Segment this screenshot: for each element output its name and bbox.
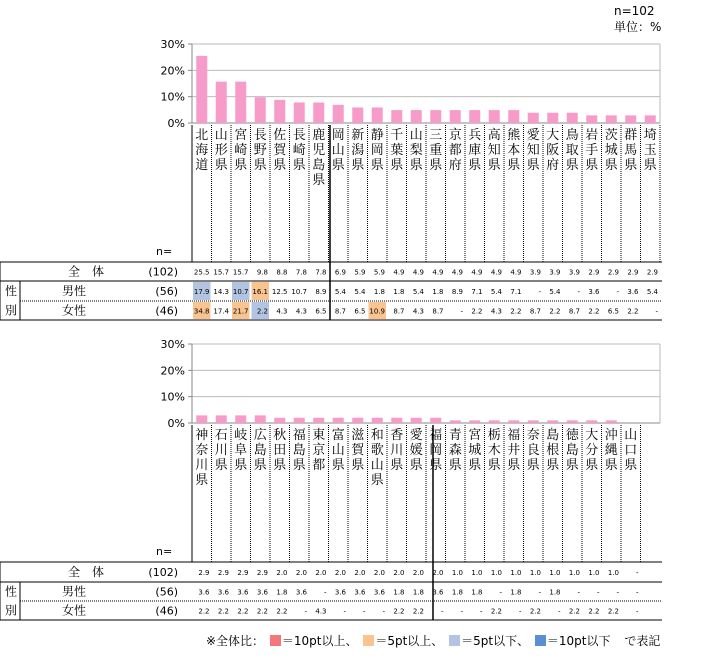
bar xyxy=(586,420,597,423)
male-cell: 8.9 xyxy=(315,288,327,296)
row-group-label: 性 xyxy=(4,284,18,298)
category-label: 神奈川県 xyxy=(195,428,209,488)
bar xyxy=(567,420,578,423)
total-cell: 2.9 xyxy=(256,569,268,577)
legend-label-plus5: ＝5pt以上、 xyxy=(375,634,444,648)
category-label: 高知県 xyxy=(487,128,501,173)
male-cell: 3.6 xyxy=(354,588,366,597)
bar xyxy=(567,113,578,123)
female-cell: 17.4 xyxy=(213,307,229,316)
row-label-male: 男性 xyxy=(62,284,87,298)
bar xyxy=(606,115,617,123)
female-cell: 4.3 xyxy=(315,607,327,616)
total-cell: 7.8 xyxy=(295,268,307,277)
category-label: 東京都 xyxy=(312,428,326,473)
bar xyxy=(352,418,363,423)
female-cell: 10.9 xyxy=(369,307,385,316)
female-cell: - xyxy=(460,307,463,316)
female-cell: 21.7 xyxy=(232,307,249,316)
row-label-total: 全 体 xyxy=(67,565,105,579)
female-cell: 4.3 xyxy=(276,307,288,316)
category-label: 埼玉県 xyxy=(643,128,657,173)
category-label: 秋田県 xyxy=(273,428,287,473)
female-cell: 6.5 xyxy=(315,307,327,316)
male-cell: 8.9 xyxy=(451,288,463,296)
y-tick-label: 10% xyxy=(160,90,185,104)
category-label: 北海道 xyxy=(195,128,209,173)
male-cell: 5.4 xyxy=(334,288,346,296)
female-cell: 2.2 xyxy=(607,607,619,616)
legend-swatch-plus5 xyxy=(363,635,374,646)
female-cell: - xyxy=(304,607,307,616)
bar xyxy=(372,107,383,123)
bar xyxy=(294,102,305,123)
category-label: 熊本県 xyxy=(507,128,521,173)
bar xyxy=(430,110,441,123)
category-label: 千葉県 xyxy=(390,128,404,173)
female-cell: 2.2 xyxy=(568,607,580,616)
category-label: 兵庫県 xyxy=(468,128,482,173)
total-cell: 4.9 xyxy=(412,268,424,277)
category-label: 大分県 xyxy=(585,428,599,473)
total-cell: 1.0 xyxy=(510,569,522,577)
total-cell: 2.0 xyxy=(276,569,288,577)
category-label: 福井県 xyxy=(507,428,521,473)
bar xyxy=(391,110,402,123)
row-n-female: (46) xyxy=(155,604,178,618)
legend-label-minus10: ＝10pt以下 xyxy=(546,634,611,648)
male-cell: - xyxy=(538,288,541,296)
female-cell: 2.2 xyxy=(198,607,210,616)
female-cell: 4.3 xyxy=(295,307,307,316)
category-label: 愛媛県 xyxy=(409,428,423,473)
total-cell: 2.0 xyxy=(334,569,346,577)
female-cell: 8.7 xyxy=(393,307,405,316)
female-cell: 2.2 xyxy=(256,307,268,316)
male-cell: 1.8 xyxy=(451,588,463,597)
female-cell: 8.7 xyxy=(334,307,346,316)
total-cell: 4.9 xyxy=(510,268,522,277)
category-label: 宮崎県 xyxy=(234,128,248,173)
bar xyxy=(313,418,324,423)
category-label: 福島県 xyxy=(292,428,306,473)
bar xyxy=(528,420,539,423)
sample-size-label: n=102 xyxy=(614,4,655,18)
male-cell: 1.8 xyxy=(393,288,405,296)
female-cell: 2.2 xyxy=(412,607,424,616)
bar xyxy=(411,110,422,123)
category-label: 岩手県 xyxy=(585,128,599,173)
female-cell: 2.2 xyxy=(549,307,561,316)
male-cell: - xyxy=(616,288,619,296)
bar xyxy=(450,420,461,423)
category-label: 石川県 xyxy=(214,428,228,473)
female-cell: - xyxy=(479,607,483,616)
male-cell: 1.8 xyxy=(393,588,405,597)
chart-panel-1 xyxy=(0,38,662,320)
female-cell: 2.2 xyxy=(471,307,483,316)
female-cell: 6.5 xyxy=(607,307,619,316)
n-column-header: n= xyxy=(156,545,173,558)
male-cell: 5.4 xyxy=(490,288,502,296)
bar xyxy=(469,420,480,423)
category-label: 岐阜県 xyxy=(234,428,248,473)
total-cell: 2.0 xyxy=(393,569,405,577)
female-cell: 2.2 xyxy=(237,607,249,616)
color-legend xyxy=(206,634,660,648)
bar xyxy=(274,100,285,123)
category-label: 山口県 xyxy=(624,428,638,473)
legend-suffix: で表記 xyxy=(624,634,661,648)
bar xyxy=(294,418,305,423)
female-cell: - xyxy=(460,607,463,616)
bar xyxy=(216,82,227,123)
male-cell: - xyxy=(538,588,541,597)
bar xyxy=(469,110,480,123)
category-label: 佐賀県 xyxy=(273,128,287,173)
male-cell: 1.8 xyxy=(549,588,561,597)
total-cell: 2.0 xyxy=(412,569,424,577)
category-label: 長崎県 xyxy=(292,128,306,173)
unit-label: 単位：% xyxy=(614,20,662,34)
male-cell: - xyxy=(577,588,580,597)
total-cell: 2.9 xyxy=(607,268,619,277)
bar xyxy=(528,113,539,123)
male-cell: 3.6 xyxy=(588,288,600,296)
male-cell: - xyxy=(577,288,580,296)
male-cell: 1.8 xyxy=(432,288,444,296)
male-cell: 7.1 xyxy=(471,288,483,296)
category-label: 香川県 xyxy=(390,428,404,473)
category-label: 富山県 xyxy=(331,428,345,473)
bar xyxy=(391,418,402,423)
male-cell: 3.6 xyxy=(295,588,307,597)
category-label: 山形県 xyxy=(214,128,228,173)
bar xyxy=(352,107,363,123)
y-tick-label: 20% xyxy=(160,64,185,78)
male-cell: 3.6 xyxy=(373,588,385,597)
total-cell: 2.0 xyxy=(373,569,385,577)
female-cell: 2.2 xyxy=(217,607,229,616)
total-cell: 15.7 xyxy=(213,268,229,277)
male-cell: 1.8 xyxy=(471,588,483,597)
male-cell: 1.8 xyxy=(373,288,385,296)
category-label: 群馬県 xyxy=(624,128,638,173)
category-label: 鳥取県 xyxy=(565,128,579,173)
legend-prefix: ※全体比： xyxy=(206,634,265,648)
female-cell: 2.2 xyxy=(276,607,288,616)
category-label: 栃木県 xyxy=(487,428,501,473)
bar xyxy=(333,418,344,423)
chart-panel-2 xyxy=(0,338,662,620)
total-cell: 4.9 xyxy=(393,268,405,277)
bar xyxy=(586,115,597,123)
female-cell: 2.2 xyxy=(588,307,600,316)
total-cell: 2.9 xyxy=(198,569,210,577)
row-group-label: 性 xyxy=(4,584,18,599)
category-label: 奈良県 xyxy=(526,428,540,473)
total-cell: 9.8 xyxy=(256,268,268,277)
total-cell: - xyxy=(635,569,639,577)
female-cell: - xyxy=(655,307,658,316)
total-cell: 1.0 xyxy=(607,569,619,577)
male-cell: 17.9 xyxy=(193,288,210,296)
n-column-header: n= xyxy=(156,245,173,258)
total-cell: 2.0 xyxy=(354,569,366,577)
male-cell: 10.7 xyxy=(232,288,249,296)
row-group-label: 別 xyxy=(4,303,18,318)
bar xyxy=(645,115,656,123)
bar xyxy=(547,113,558,123)
bar xyxy=(255,97,266,123)
row-label-total: 全 体 xyxy=(67,264,105,279)
y-tick-label: 10% xyxy=(160,390,185,404)
male-cell: - xyxy=(616,588,619,597)
category-label: 山梨県 xyxy=(409,128,423,173)
bar xyxy=(196,415,207,423)
category-label: 鹿児島県 xyxy=(312,128,326,188)
female-cell: - xyxy=(518,607,522,616)
total-cell: 2.0 xyxy=(432,569,444,577)
total-cell: 8.8 xyxy=(276,268,288,277)
total-cell: 2.9 xyxy=(627,268,639,277)
row-group-label: 別 xyxy=(4,603,18,618)
bar xyxy=(333,105,344,123)
male-cell: 3.6 xyxy=(627,288,639,296)
legend-label-plus10: ＝10pt以上、 xyxy=(281,634,358,648)
male-cell: 1.8 xyxy=(510,588,522,597)
bar xyxy=(216,415,227,423)
row-n-male: (56) xyxy=(155,585,178,599)
y-tick-label: 30% xyxy=(160,38,185,51)
bar xyxy=(255,415,266,423)
bar xyxy=(547,420,558,423)
male-cell: 5.4 xyxy=(412,288,424,296)
male-cell: - xyxy=(596,588,600,597)
row-n-total: (102) xyxy=(148,566,178,579)
female-cell: 8.7 xyxy=(568,307,580,316)
row-n-male: (56) xyxy=(155,285,178,298)
male-cell: 1.8 xyxy=(276,588,288,597)
total-cell: 1.0 xyxy=(471,569,483,577)
total-cell: 5.9 xyxy=(373,268,385,277)
female-cell: 2.2 xyxy=(490,607,502,616)
bar xyxy=(508,420,519,423)
total-cell: 4.9 xyxy=(451,268,463,277)
category-label: 茨城県 xyxy=(604,128,618,173)
male-cell: 16.1 xyxy=(252,288,268,296)
category-label: 長野県 xyxy=(253,128,267,173)
category-label: 愛知県 xyxy=(526,128,540,173)
bar xyxy=(196,56,207,123)
female-cell: 2.2 xyxy=(256,607,268,616)
female-cell: - xyxy=(382,607,385,616)
male-cell: - xyxy=(635,588,639,597)
total-cell: 4.9 xyxy=(432,268,444,277)
category-label: 新潟県 xyxy=(351,128,365,173)
male-cell: 1.8 xyxy=(412,588,424,597)
female-cell: - xyxy=(362,607,366,616)
male-cell: 3.6 xyxy=(256,588,268,597)
male-cell: 3.6 xyxy=(334,588,346,597)
total-cell: 1.0 xyxy=(549,569,561,577)
total-cell: 1.0 xyxy=(490,569,502,577)
female-cell: 4.3 xyxy=(412,307,424,316)
total-cell: 15.7 xyxy=(232,268,249,277)
male-cell: - xyxy=(499,588,502,597)
category-label: 青森県 xyxy=(448,428,462,473)
female-cell: 8.7 xyxy=(432,307,444,316)
total-cell: 1.0 xyxy=(588,569,600,577)
female-cell: 2.2 xyxy=(588,607,600,616)
male-cell: 3.6 xyxy=(217,588,229,597)
bar xyxy=(411,418,422,423)
total-cell: 2.9 xyxy=(237,569,249,577)
female-cell: - xyxy=(635,607,639,616)
bar xyxy=(508,110,519,123)
category-label: 静岡県 xyxy=(370,128,384,173)
bar xyxy=(430,418,441,423)
bar xyxy=(235,415,246,423)
female-cell: 2.2 xyxy=(510,307,522,316)
y-tick-label: 0% xyxy=(167,117,185,130)
category-label: 滋賀県 xyxy=(351,428,365,473)
total-cell: 2.9 xyxy=(217,569,229,577)
total-cell: 4.9 xyxy=(471,268,483,277)
male-cell: 3.6 xyxy=(198,588,210,597)
y-tick-label: 30% xyxy=(160,338,185,351)
female-cell: 4.3 xyxy=(490,307,502,316)
y-tick-label: 0% xyxy=(167,417,185,430)
row-n-female: (46) xyxy=(155,304,178,318)
male-cell: 3.6 xyxy=(432,588,444,597)
category-label: 和歌山県 xyxy=(370,428,384,488)
total-cell: 1.0 xyxy=(568,569,580,577)
total-cell: 1.0 xyxy=(529,569,541,577)
female-cell: 6.5 xyxy=(354,307,366,316)
male-cell: 10.7 xyxy=(291,288,307,296)
total-cell: 2.0 xyxy=(315,569,327,577)
male-cell: 5.4 xyxy=(646,288,658,296)
male-cell: 7.1 xyxy=(510,288,522,296)
total-cell: 6.9 xyxy=(334,268,346,277)
female-cell: 2.2 xyxy=(627,307,639,316)
legend-swatch-minus5 xyxy=(449,635,460,646)
male-cell: 5.4 xyxy=(354,288,366,296)
category-label: 徳島県 xyxy=(565,428,579,473)
male-cell: 12.5 xyxy=(271,288,288,296)
legend-swatch-minus10 xyxy=(535,635,546,646)
bar xyxy=(489,110,500,123)
total-cell: 25.5 xyxy=(193,268,210,277)
category-label: 島根県 xyxy=(546,428,560,473)
female-cell: - xyxy=(343,607,346,616)
category-label: 福岡県 xyxy=(429,428,443,473)
bar xyxy=(489,420,500,423)
total-cell: 3.9 xyxy=(568,268,580,277)
bar xyxy=(606,420,617,423)
female-cell: 34.8 xyxy=(193,307,210,316)
category-label: 京都府 xyxy=(448,128,462,173)
category-label: 沖縄県 xyxy=(604,428,618,473)
legend-label-minus5: ＝5pt以下、 xyxy=(461,634,530,648)
total-cell: 4.9 xyxy=(490,268,502,277)
total-cell: 3.9 xyxy=(529,268,541,277)
total-cell: 2.9 xyxy=(646,268,658,277)
category-label: 宮城県 xyxy=(468,428,482,473)
male-cell: 3.6 xyxy=(237,588,249,597)
female-cell: 2.2 xyxy=(393,607,405,616)
female-cell: 8.7 xyxy=(529,307,541,316)
total-cell: 2.9 xyxy=(588,268,600,277)
total-cell: 3.9 xyxy=(549,268,561,277)
bar xyxy=(372,418,383,423)
category-label: 岡山県 xyxy=(331,128,345,173)
row-label-female: 女性 xyxy=(62,303,87,318)
bar xyxy=(235,82,246,123)
y-tick-label: 20% xyxy=(160,364,185,378)
female-cell: - xyxy=(440,607,444,616)
total-cell: 7.8 xyxy=(315,268,327,277)
row-n-total: (102) xyxy=(148,265,178,279)
bar xyxy=(450,110,461,123)
bar xyxy=(313,102,324,123)
female-cell: 2.2 xyxy=(529,607,541,616)
male-cell: - xyxy=(323,588,327,597)
legend-swatch-plus10 xyxy=(270,635,281,646)
total-cell: 2.0 xyxy=(295,569,307,577)
row-label-male: 男性 xyxy=(62,584,87,599)
category-label: 広島県 xyxy=(253,428,267,473)
row-label-female: 女性 xyxy=(62,603,87,618)
bar xyxy=(274,418,285,423)
bar xyxy=(625,115,636,123)
total-cell: 1.0 xyxy=(451,569,463,577)
total-cell: 5.9 xyxy=(354,268,366,277)
category-label: 大阪府 xyxy=(546,128,560,173)
female-cell: - xyxy=(557,607,561,616)
category-label: 三重県 xyxy=(429,128,443,173)
male-cell: 14.3 xyxy=(213,288,229,296)
male-cell: 5.4 xyxy=(549,288,561,296)
